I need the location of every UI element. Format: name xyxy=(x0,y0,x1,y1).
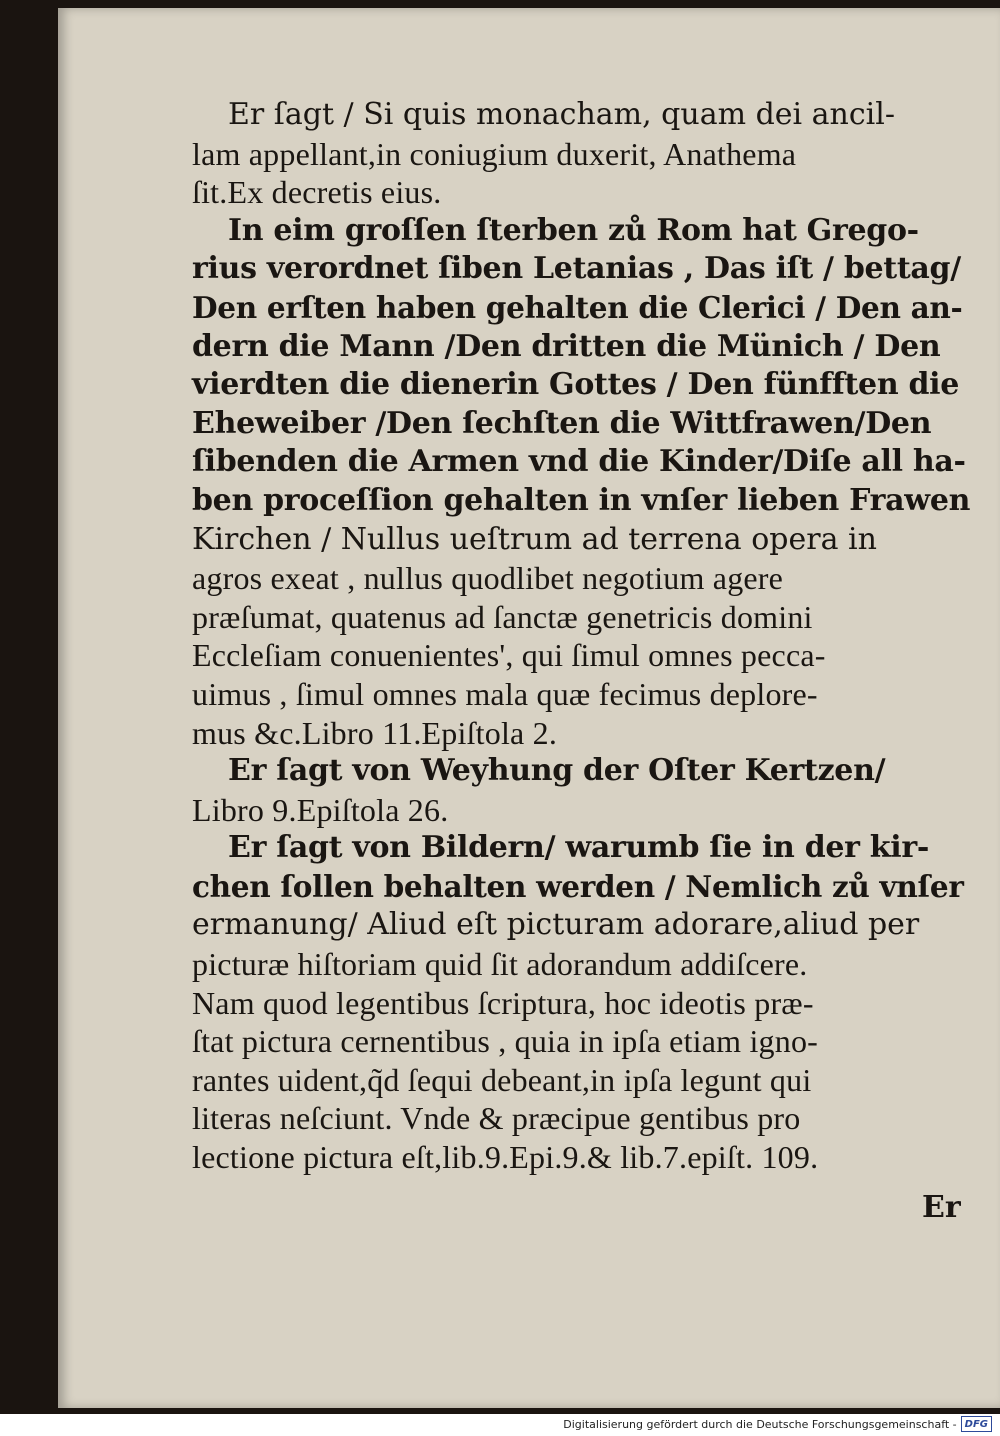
text-line: In eim groſſen ſterben zů Rom hat Grego- xyxy=(228,212,919,248)
text-line: Eheweiber /Den ſechſten die Wittfrawen/Den xyxy=(192,405,932,441)
text-line: chen ſollen behalten werden / Nemlich zů vnſer xyxy=(192,868,964,904)
catchword: Er xyxy=(922,1190,961,1225)
page-text-block xyxy=(192,96,972,1177)
text-line: ſtat pictura cernentibus , quia in ipſa etiam igno- xyxy=(192,1023,819,1060)
text-line: lectione pictura eſt,lib.9.Epi.9.& lib.7.epiſt. 109. xyxy=(192,1139,819,1176)
text-line: præſumat, quatenus ad ſanctæ genetricis domini xyxy=(192,598,813,635)
text-line: ſibenden die Armen vnd die Kinder/Diſe all ha- xyxy=(192,444,966,480)
text-line: Er ſagt von Bildern/ warumb ſie in der kir- xyxy=(228,830,930,866)
text-line: ermanung/ Aliud eſt picturam adorare,aliud per xyxy=(192,907,920,943)
text-line: rius verordnet ſiben Letanias , Das iſt / bettag/ xyxy=(192,251,961,287)
text-line: vierdten die dienerin Gottes / Den fünfften die xyxy=(192,367,960,403)
text-line: Er ſagt von Weyhung der Oſter Kertzen/ xyxy=(228,753,886,789)
text-line: literas neſciunt. Vnde & præcipue gentibus pro xyxy=(192,1100,801,1137)
text-line: Nam quod legentibus ſcriptura, hoc ideotis præ- xyxy=(192,984,814,1021)
text-line: dern die Mann /Den dritten die Münich / Den xyxy=(192,328,941,364)
text-line: Den erſten haben gehalten die Clerici / Den an- xyxy=(192,289,963,325)
text-line: ſit.Ex decretis eius. xyxy=(192,174,442,211)
text-line: Eccleſiam conuenientes', qui ſimul omnes pecca- xyxy=(192,637,826,674)
text-line: Kirchen / Nullus ueſtrum ad terrena opera in xyxy=(192,521,877,557)
text-line: picturæ hiſtoriam quid ſit adorandum addiſcere. xyxy=(192,946,808,983)
text-line: uimus , ſimul omnes mala quæ fecimus deplore- xyxy=(192,675,818,712)
text-line: lam appellant,in coniugium duxerit, Anathema xyxy=(192,135,797,172)
text-line: rantes uident,q̃d ſequi debeant,in ipſa legunt qui xyxy=(192,1061,812,1098)
footer-credit: Digitalisierung gefördert durch die Deutsche Forschungsgemeinschaft - xyxy=(563,1417,957,1431)
text-line: mus &c.Libro 11.Epiſtola 2. xyxy=(192,714,558,751)
text-line: Er ſagt / Si quis monacham, quam dei ancil- xyxy=(228,97,896,132)
text-line: Libro 9.Epiſtola 26. xyxy=(192,791,449,828)
text-line: ben proceſſion gehalten in vnſer lieben Frawen xyxy=(192,482,971,518)
dfg-logo-icon: DFG xyxy=(961,1416,992,1432)
text-line: agros exeat , nullus quodlibet negotium agere xyxy=(192,560,784,597)
digitization-footer xyxy=(563,1414,992,1434)
